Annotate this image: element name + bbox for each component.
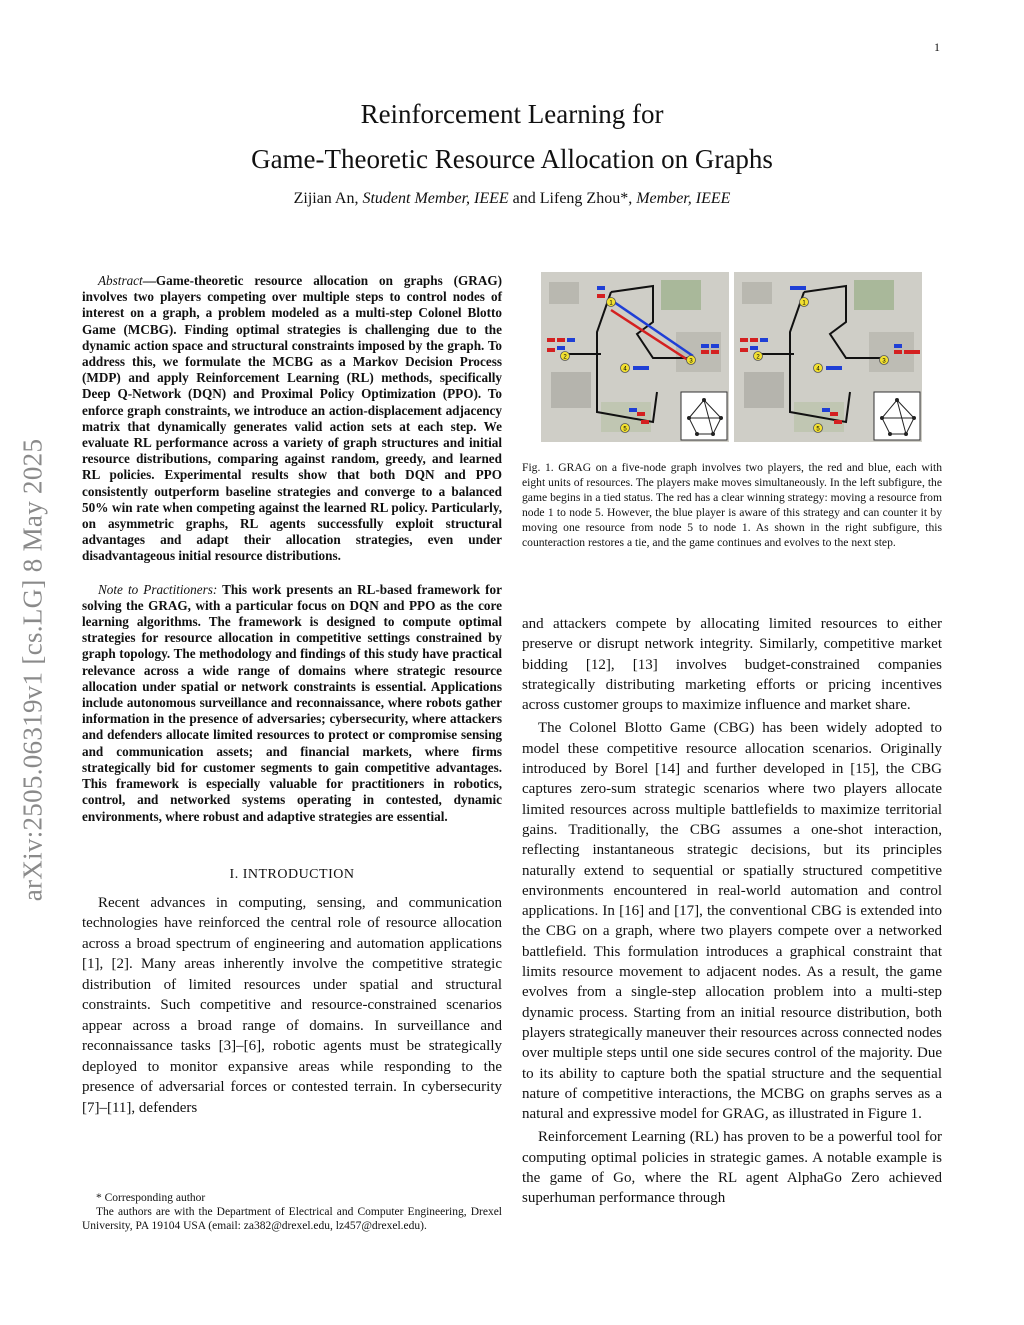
graph-node-label: 1 [609,300,613,307]
abstract-text: —Game-theoretic resource allocation on graphs (GRAG) involves two players competing over multiple steps to control nodes of interest on a graph, a problem modeled as a multi-step Colonel Blotto Game (MCBG). Finding optimal strategies is challenging due to the dynamic action space and structural constraints imposed by the graph. To address this, we formulate the MCBG as a Markov Decision Process (MDP) and apply Reinforcement Learning (RL) methods, specifically Deep Q-Network (DQN) and Proximal Policy Optimization (PPO). To enforce graph constraints, we introduce an action-displacement adjacency matrix that dynamically generates valid action sets at each step. We evaluate RL performance across a variety of graph structures and initial resource distributions, comparing against random, greedy, and learned RL policies. Experimental results show that both DQN and PPO consistently outperform baseline strategies and converge to a balanced 50% win rate when competing against the learned RL policy. Particularly, on asymmetric graphs, RL agents successfully exploit structural advantages and adapt their allocation strategies, even under disadvantageous initial resource distributions. [82,273,502,564]
footnote-affiliation: The authors are with the Department of Electrical and Computer Engineering, Drexel University, PA 19104 USA (email: za382@drexel.edu, lz457@drexel.edu). [82,1206,502,1232]
arxiv-sidebar-stamp [3,370,63,970]
note-to-practitioners [82,582,502,825]
graph-node-label: 5 [816,426,820,433]
right-paragraph-1: and attackers compete by allocating limited resources to either preserve or disrupt network integrity. Similarly, competitive market bidding [12], [13] involves budget-constrained companies strategically distributing marketing efforts or pricing incentives across customer groups to maximize influence and market share. [522,616,942,714]
author-1-role: Student Member, IEEE [362,190,509,207]
author-2: and Lifeng Zhou*, [512,190,633,207]
title-line-2: Game-Theoretic Resource Allocation on Graphs [251,144,773,174]
figure-1 [541,272,925,442]
left-map-graphic [541,272,729,442]
graph-node-label: 4 [623,366,627,373]
note-label: Note to Practitioners: [98,581,218,597]
footnote-corresponding: * Corresponding author [96,1192,206,1204]
arxiv-id: arXiv:2505.06319v1 [cs.LG] 8 May 2025 [17,438,48,902]
author-2-role: Member, IEEE [636,190,731,207]
abstract-block [82,273,502,565]
graph-node-label: 2 [756,354,760,361]
figure-right-subfigure [734,272,922,442]
right-paragraph-2: The Colonel Blotto Game (CBG) has been widely adopted to model these competitive resource allocation scenarios. Originally introduced by Borel [14] and further developed in [15], the CBG captures zero-sum strategic scenarios where two players allocate limited resources across multiple battlefields to maximize territorial gains. Traditionally, the CBG assumes a one-shot interaction, reflecting instantaneous strategic decisions, but its principles naturally extend to sequential or spatially structured competitive environments encountered in real-world automation and control applications. In [16] and [17], the conventional CBG is extended into the CBG on a graph, where two players compete over a networked battlefield. This formulation introduces a graphical constraint that limits resource movement to adjacent nodes. As a result, the game evolves from a single-step allocation problem into a multi-step dynamic process. Starting from an initial resource distribution, both players strategically maneuver their resources across connected nodes over multiple steps until one side secures control of the majority. Due to its ability to capture both the spatial structure and the sequential nature of competitive interactions, the MCBG on graphs serves as a natural and expressive model for GRAG, as illustrated in Figure 1. [522,720,942,1123]
graph-node-label: 3 [689,358,693,365]
title-line-1: Reinforcement Learning for [360,99,664,129]
figure-caption: Fig. 1. GRAG on a five-node graph involves two players, the red and blue, each with eight units of resources. The players make moves simultaneously. In the left subfigure, the game begins in a tied status. The red has a clear winning strategy: moving a resource from node 1 to node 5. However, the blue player is aware of this strategy and can counter it by moving one resource from node 5 to node 1. As shown in the right subfigure, this counteraction restores a tie, and the game continues and evolves to the next step. [522,461,942,549]
note-text: This work presents an RL-based framework for solving the GRAG, with a particular focus on DQN and PPO as the core learning algorithms. The framework is designed to compute optimal strategies for resource allocation in competitive settings constrained by graph topology. The methodology and findings of this study have practical relevance across a wide range of domains where strategic resource allocation under spatial or network constraints is essential. Applications include autonomous surveillance and reconnaissance, where robots gather information in the presence of adversaries; cybersecurity, where attackers and defenders allocate limited resources to protect or compromise sensing and communication assets; and financial markets, where firms strategically bid for customer segments to gain competitive advantages. This framework is especially valuable for practitioners in robotics, control, and networked systems operating in contested, dynamic environments, where robust and adaptive strategies are essential. [82,581,502,824]
graph-node-label: 4 [816,366,820,373]
graph-node-label: 5 [623,426,627,433]
intro-body [82,893,502,1119]
right-paragraph-3: Reinforcement Learning (RL) has proven to be a powerful tool for computing optimal policies in strategic games. A notable example is the game of Go, where the RL agent AlphaGo Zero achieved superhuman performance through [522,1129,942,1207]
figure-left-subfigure [541,272,729,442]
intro-paragraph-1: Recent advances in computing, sensing, and communication technologies have reinforced the central role of resource allocation across a broad spectrum of engineering and automation applications [1], [2]. Many areas inherently involve the competitive strategic distribution of limited resources under spatial and structural constraints. Such competitive and resource-constrained scenarios appear across a broad range of domains. In surveillance and reconnaissance tasks [3]–[6], robotic agents must be strategically deployed to monitor expansive areas while responding to the presence of adversarial forces or contested terrain. In cybersecurity [7]–[11], defenders [82,894,502,1116]
author-1: Zijian An, [293,190,359,207]
page-number: 1 [934,40,940,54]
section-heading-introduction: I. INTRODUCTION [229,866,355,882]
footnote [82,1191,502,1233]
author-line [100,190,924,208]
left-column [82,273,502,1118]
graph-node-label: 2 [563,354,567,361]
paper-title [100,92,924,182]
graph-node-label: 1 [802,300,806,307]
right-column [522,614,942,1212]
graph-node-label: 3 [882,358,886,365]
right-map-graphic [734,272,922,442]
abstract-label: Abstract [98,273,143,288]
